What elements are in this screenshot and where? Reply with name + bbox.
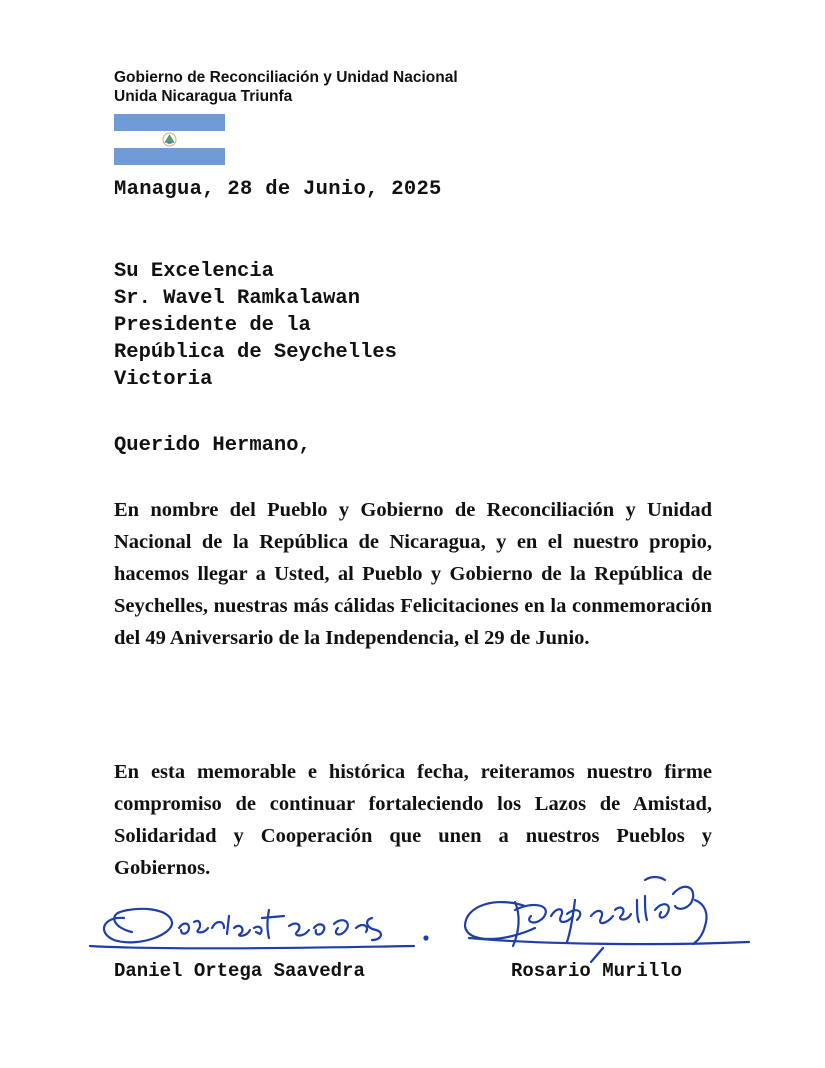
letterhead-line-1: Gobierno de Reconciliación y Unidad Nacional	[114, 69, 458, 86]
recipient-line: Presidente de la	[114, 314, 311, 337]
signer-name-daniel-ortega: Daniel Ortega Saavedra	[114, 960, 365, 982]
letterhead-line-2: Unida Nicaragua Triunfa	[114, 88, 293, 105]
body-paragraph-1: En nombre del Pueblo y Gobierno de Reconciliación y Unidad Nacional de la República de Nicaragua, y en el nuestro propio, hacemos llegar a Usted, al Pueblo y Gobierno de la República de Seychelles, nuestras más cálidas Felicitaciones en la conmemoración del 49 Aniversario de la Independencia, el 29 de Junio.	[114, 499, 712, 649]
recipient-line: República de Seychelles	[114, 341, 397, 364]
signature-daniel-ortega	[84, 888, 444, 968]
body-paragraph-2: En esta memorable e histórica fecha, reiteramos nuestro firme compromiso de continuar fortaleciendo los Lazos de Amistad, Solidaridad y Cooperación que unen a nuestros Pueblos y Gobiernos.	[114, 761, 712, 879]
recipient-line: Sr. Wavel Ramkalawan	[114, 287, 361, 310]
letter-date: Managua, 28 de Junio, 2025	[114, 178, 442, 201]
recipient-address	[114, 258, 397, 393]
nicaragua-flag-icon	[114, 114, 225, 165]
recipient-line: Victoria	[114, 368, 213, 391]
letterhead	[114, 68, 458, 106]
salutation: Querido Hermano,	[114, 434, 311, 457]
signer-name-rosario-murillo: Rosario Murillo	[511, 960, 683, 982]
recipient-line: Su Excelencia	[114, 260, 274, 283]
